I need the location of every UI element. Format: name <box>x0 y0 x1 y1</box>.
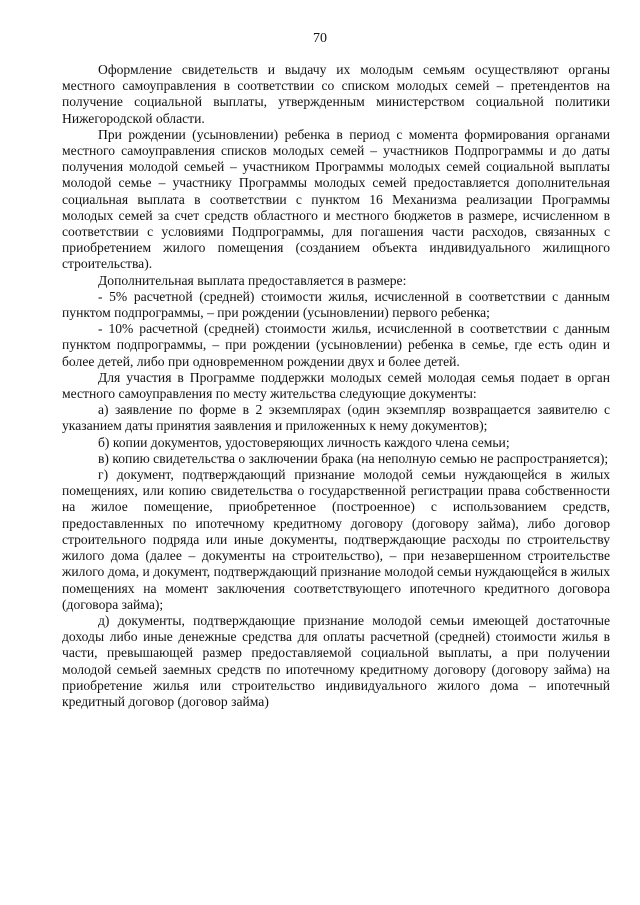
list-item-e-income-documents: д) документы, подтверждающие признание молодой семьи имеющей достаточные доходы либо иные денежные средства для оплаты расчетной (средней) стоимости жилья в части, превышающей размер предоставляемой социальной выплаты, а при получении молодой семьей заемных средств по ипотечному кредитному договору (договору займа) на приобретение жилья или строительство индивидуального жилого дома – ипотечный кредитный договор (договор займа) <box>62 612 610 709</box>
paragraph-payment-size-intro: Дополнительная выплата предоставляется в размере: <box>98 272 407 288</box>
list-item-a-application: а) заявление по форме в 2 экземплярах (один экземпляр возвращается заявителю с указанием даты принятия заявления и приложенных к нему документов); <box>62 402 610 434</box>
list-item-c-marriage-certificate: в) копию свидетельства о заключении брака (на неполную семью не распространяется); <box>98 450 609 466</box>
body-text <box>62 62 610 710</box>
paragraph-ten-percent: - 10% расчетной (средней) стоимости жилья, исчисленной в соответствии с данным пунктом подпрограммы, – при рождении (усыновлении) ребенка в семье, где есть один и более детей, либо при одновременном рождении двух и более детей. <box>62 321 610 369</box>
paragraph-childbirth-payment: При рождении (усыновлении) ребенка в период с момента формирования органами местного самоуправления списков молодых семей – участников Подпрограммы и до даты получения молодой семьей – участником Программы молодых семей социальной выплаты молодой семье – участнику Программы молодых семей предоставляется дополнительная социальная выплата в соответствии с пунктом 16 Механизма реализации Программы молодых семей за счет средств областного и местного бюджетов в размере, исчисленном в соответствии с условиями Подпрограммы, для погашения части расходов, связанных с приобретением жилого помещения (созданием объекта индивидуального жилищного строительства). <box>62 126 610 272</box>
list-item-b-identity-copies: б) копии документов, удостоверяющих личность каждого члена семьи; <box>98 434 510 450</box>
paragraph-certificates: Оформление свидетельств и выдачу их молодым семьям осуществляют органы местного самоуправления в соответствии со списком молодых семей – претендентов на получение социальной выплаты, утвержденным министерством социальной политики Нижегородской области. <box>62 62 610 126</box>
paragraph-documents-intro: Для участия в Программе поддержки молодых семей молодая семья подает в орган местного самоуправления по месту жительства следующие документы: <box>62 369 610 402</box>
list-item-d-housing-need: г) документ, подтверждающий признание молодой семьи нуждающейся в жилых помещениях, или копию свидетельства о государственной регистрации права собственности на жилое помещение, приобретенное (построенное) с использованием средств, предоставленных по ипотечному кредитному договору (договору займа), либо договор строительного подряда или иные документы, подтверждающие расходы по строительству жилого дома (далее – документы на строительство), – при незавершенном строительстве жилого дома, и документ, подтверждающий признание молодой семьи нуждающейся в жилых помещениях на момент заключения соответствующего ипотечного кредитного договора (договора займа); <box>62 467 610 612</box>
paragraph-five-percent: - 5% расчетной (средней) стоимости жилья, исчисленной в соответствии с данным пунктом подпрограммы, – при рождении (усыновлении) первого ребенка; <box>62 288 610 321</box>
page-number: 70 <box>313 31 327 46</box>
